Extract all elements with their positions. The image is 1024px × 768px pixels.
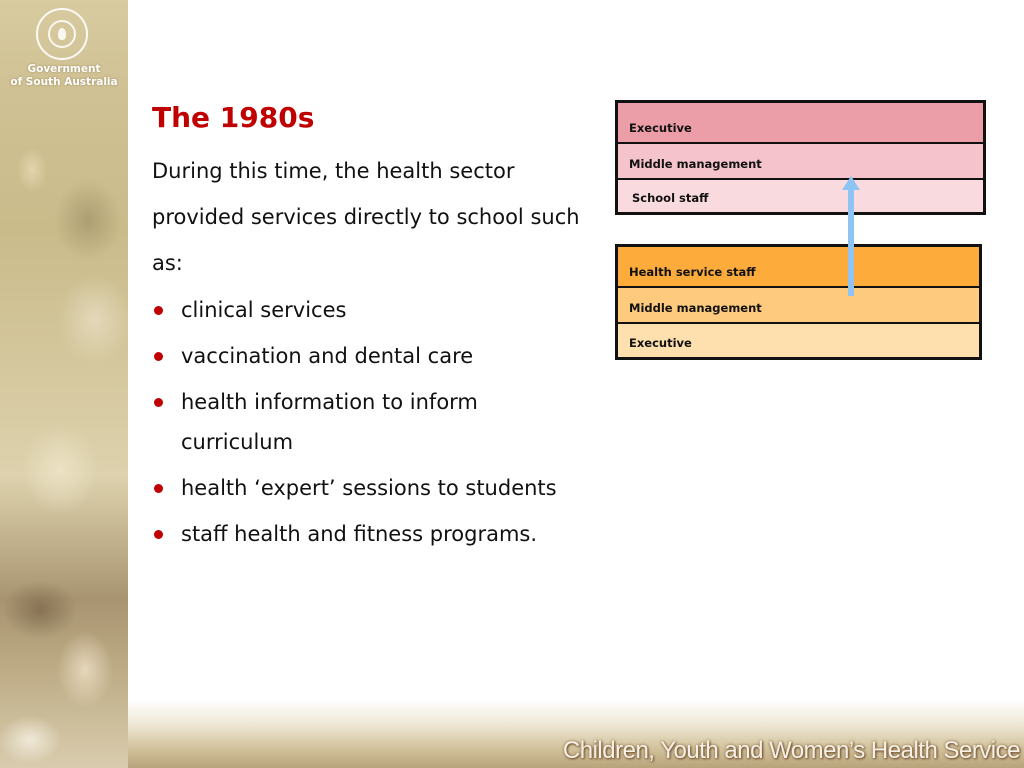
footer-organisation-name: Children, Youth and Women’s Health Service (562, 737, 1020, 764)
government-label-line1: Government (27, 63, 101, 75)
up-arrow-icon (846, 176, 856, 296)
south-australia-emblem-icon (36, 8, 88, 60)
photo-mother-baby (0, 580, 128, 768)
bullet-dot-icon (154, 484, 163, 493)
photo-child (0, 390, 128, 570)
bullet-dot-icon (154, 306, 163, 315)
government-label-line2: of South Australia (10, 76, 118, 88)
health-row-executive: Executive (618, 324, 979, 357)
bullet-item (152, 290, 592, 330)
footer-banner (128, 700, 1024, 768)
bullet-item (152, 468, 592, 508)
bullet-item (152, 514, 592, 554)
school-row-middle-management: Middle management (618, 144, 983, 180)
bullet-text: clinical services (181, 298, 347, 322)
health-hierarchy-stack (615, 244, 982, 360)
slide-intro-text: During this time, the health sector provided services directly to school such as: (152, 159, 580, 275)
health-row-service-staff: Health service staff (618, 247, 979, 288)
bullet-text: health information to inform curriculum (181, 390, 478, 454)
bullet-text: vaccination and dental care (181, 344, 474, 368)
bullet-dot-icon (154, 398, 163, 407)
bullet-text: staff health and fitness programs. (181, 522, 538, 546)
photo-teenagers (0, 90, 128, 390)
slide-title: The 1980s (152, 101, 315, 134)
bullet-dot-icon (154, 352, 163, 361)
school-row-executive: Executive (618, 103, 983, 144)
school-row-school-staff: School staff (618, 180, 983, 212)
bullet-text: health ‘expert’ sessions to students (181, 476, 557, 500)
piping-shrike-icon (58, 28, 66, 40)
bullet-list (152, 290, 592, 560)
bullet-item (152, 336, 592, 376)
school-hierarchy-stack (615, 100, 986, 215)
bullet-item (152, 382, 592, 462)
sidebar-photo-strip (0, 0, 128, 768)
health-row-middle-management: Middle management (618, 288, 979, 324)
bullet-dot-icon (154, 530, 163, 539)
arrow-shaft (848, 188, 854, 296)
emblem-inner-ring (48, 20, 76, 48)
